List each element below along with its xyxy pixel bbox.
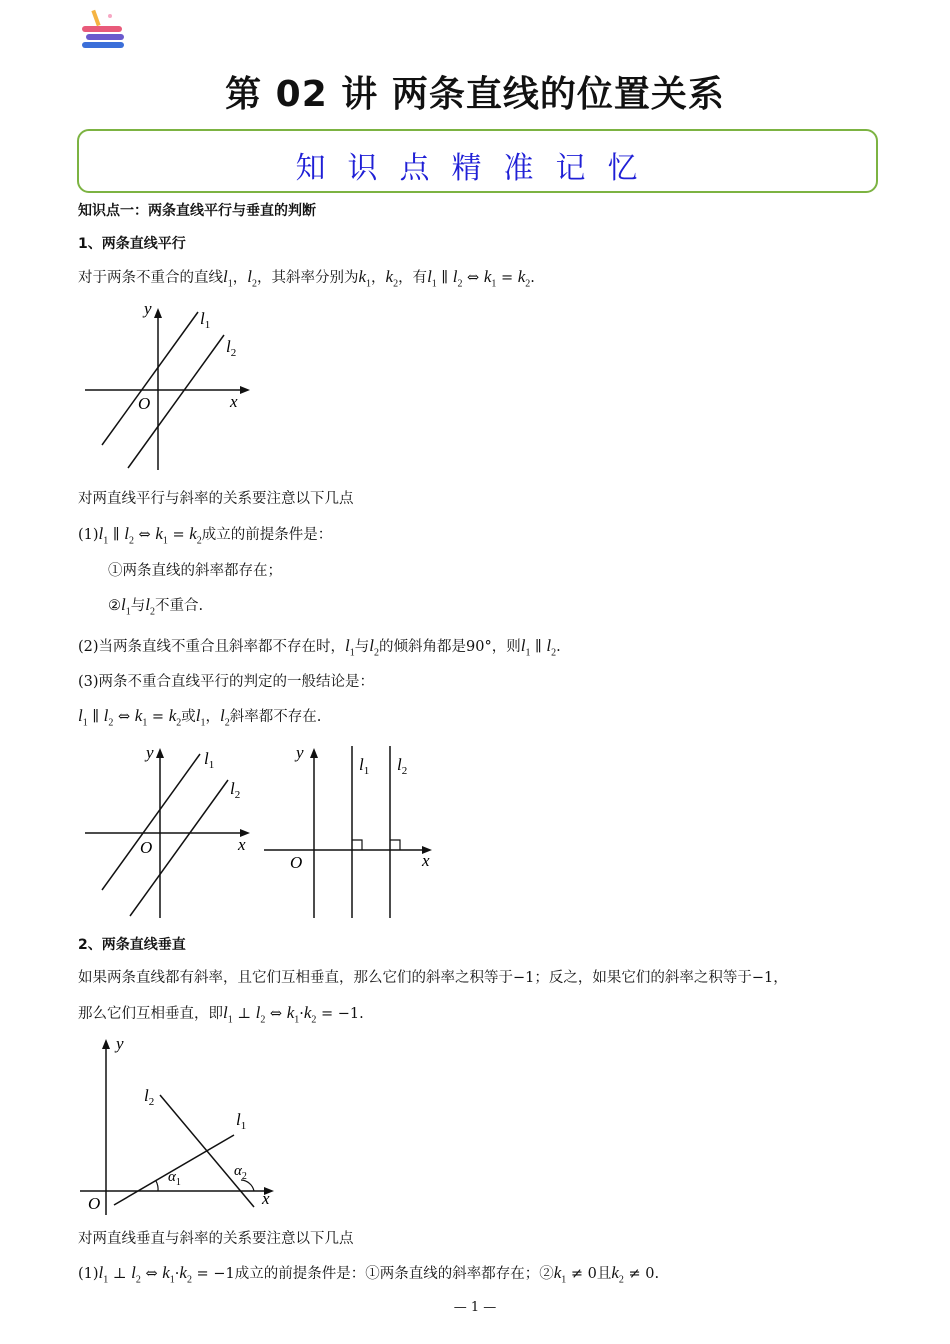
kp2-line2: 那么它们互相垂直，即$l_1$ ⊥ $l_2$ ⇔ $k_1\cdot k_2 = -1$. — [78, 1003, 364, 1026]
fig3-y-label: y — [296, 743, 304, 762]
page-title: 第 02 讲 两条直线的位置关系 — [225, 74, 725, 115]
parallel-lines-figure-2 — [80, 740, 260, 920]
parallel-statement: 对于两条不重合的直线$l_1$，$l_2$，其斜率分别为$k_1$，$k_2$，有$l_1$ ∥ $l_2$ ⇔ $k_1 = k_2$. — [78, 267, 535, 290]
fig1-y-label: y — [144, 300, 152, 318]
kp2-line1: 如果两条直线都有斜率，且它们互相垂直，那么它们的斜率之积等于−1；反之，如果它们的斜率之积等于−1， — [78, 970, 788, 986]
kp1-note1-b: $②l_1$与$l_2$不重合. — [108, 595, 204, 618]
fig1-x-label: x — [230, 392, 238, 411]
kp1-note1-a: ①两条直线的斜率都存在； — [108, 563, 282, 579]
fig4-y-label: y — [116, 1035, 124, 1053]
fig3-origin-label: O — [290, 853, 303, 872]
fig4-origin-label: O — [88, 1194, 101, 1213]
banner-text: 知识点精准记忆 — [295, 151, 660, 186]
fig3-x-label: x — [422, 851, 430, 870]
stacked-books-pencil-icon — [80, 8, 128, 50]
fig1-origin-label: O — [138, 394, 151, 413]
fig2-l1-label: $l_1$ — [204, 749, 215, 771]
kp1-notes-intro: 对两直线平行与斜率的关系要注意以下几点 — [78, 491, 354, 507]
kp1-note2: (2)当两条直线不重合且斜率都不存在时，$l_1$与$l_2$的倾斜角都是90°，则$l_1$ ∥ $l_2$. — [78, 636, 561, 659]
kp1-note3-formula: $l_1$ ∥ $l_2$ ⇔ $k_1 = k_2$或$l_1$，$l_2$斜率都不存在. — [78, 706, 322, 729]
fig4-l2-label: $l_2$ — [144, 1086, 155, 1108]
kp1-heading: 知识点一：两条直线平行与垂直的判断 — [78, 203, 316, 219]
fig4-alpha1-label: $\alpha_1$ — [168, 1169, 181, 1188]
fig2-x-label: x — [238, 835, 246, 854]
page-footer: — 1 — — [453, 1300, 497, 1315]
fig1-l2-label: $l_2$ — [226, 337, 237, 359]
fig4-x-label: x — [262, 1189, 270, 1208]
fig2-origin-label: O — [140, 838, 153, 857]
fig2-y-label: y — [146, 743, 154, 762]
fig4-alpha2-label: $\alpha_2$ — [234, 1163, 247, 1182]
perpendicular-lines-figure — [78, 1035, 288, 1220]
vertical-lines-figure — [262, 740, 442, 920]
fig2-l2-label: $l_2$ — [230, 779, 241, 801]
fig4-l1-label: $l_1$ — [236, 1110, 247, 1132]
section-banner — [77, 129, 878, 193]
kp2-note1: $(1)l_1$ ⊥ $l_2$ ⇔ $k_1\cdot k_2 = -1$成立的前提条件是：①两条直线的斜率都存在；$②k_1 \ne 0$且$k_2 \ne 0$. — [78, 1263, 660, 1286]
kp1-note1: $(1)l_1$ ∥ $l_2$ ⇔ $k_1 = k_2$成立的前提条件是： — [78, 524, 333, 547]
fig3-l2-label: $l_2$ — [397, 755, 408, 777]
fig1-l1-label: $l_1$ — [200, 309, 211, 331]
kp1-note3: (3)两条不重合直线平行的判定的一般结论是： — [78, 674, 375, 690]
parallel-lines-figure — [80, 300, 260, 475]
kp2-notes-intro: 对两直线垂直与斜率的关系要注意以下几点 — [78, 1231, 354, 1247]
kp2-subheading: 2、两条直线垂直 — [78, 937, 186, 953]
fig3-l1-label: $l_1$ — [359, 755, 370, 777]
kp1-subheading: 1、两条直线平行 — [78, 236, 186, 252]
